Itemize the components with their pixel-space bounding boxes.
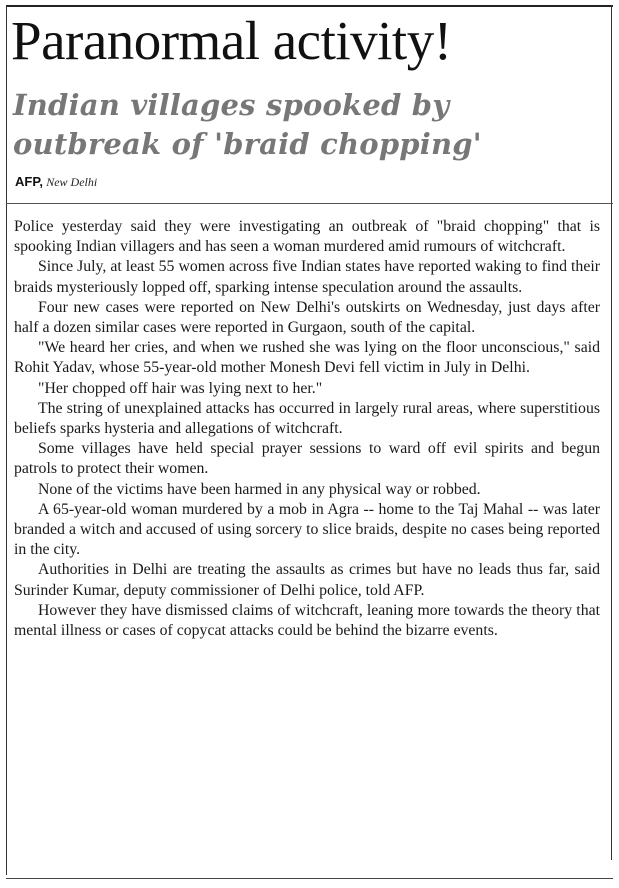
frame-top-border [6, 5, 613, 7]
article-paragraph: Police yesterday said they were investigating an outbreak of "braid chopping" that is spooking Indian villagers and has seen a woman murdered amid rumours of witchcraft. [14, 218, 600, 256]
byline-location: New Delhi [46, 175, 98, 189]
frame-left-border [6, 5, 7, 875]
byline [15, 174, 97, 190]
article-paragraph: Four new cases were reported on New Delhi's outskirts on Wednesday, just days after half a dozen similar cases were reported in Gurgaon, south of the capital. [14, 298, 600, 337]
article-paragraph: "We heard her cries, and when we rushed she was lying on the floor unconscious," said Rohit Yadav, whose 55-year-old mother Monesh Devi fell victim in July in Delhi. [14, 339, 600, 377]
article-paragraph: Authorities in Delhi are treating the assaults as crimes but have no leads thus far, said Surinder Kumar, deputy commissioner of Delhi police, told AFP. [14, 561, 600, 599]
byline-agency: AFP, [15, 174, 43, 189]
frame-bottom-border [6, 878, 613, 879]
section-divider [6, 203, 613, 204]
article-paragraph: However they have dismissed claims of witchcraft, leaning more towards the theory that mental illness or cases of copycat attacks could be behind the bizarre events. [14, 601, 600, 640]
article-paragraph: "Her chopped off hair was lying next to her." [38, 379, 323, 397]
article-paragraph: Some villages have held special prayer sessions to ward off evil spirits and begun patrols to protect their women. [14, 440, 600, 478]
article-paragraph: A 65-year-old woman murdered by a mob in Agra -- home to the Taj Mahal -- was later branded a witch and accused of using sorcery to slice braids, despite no cases being reported in the city. [14, 500, 600, 559]
headline: Paranormal activity! [11, 10, 452, 71]
article-paragraph: None of the victims have been harmed in any physical way or robbed. [38, 480, 481, 498]
frame-right-border [611, 5, 612, 860]
article-paragraph: Since July, at least 55 women across five Indian states have reported waking to find their braids mysteriously lopped off, sparking intense speculation around the assaults. [14, 258, 600, 296]
subheadline: Indian villages spooked by outbreak of 'braid chopping' [13, 88, 482, 161]
article-body [14, 217, 600, 641]
article-paragraph: The string of unexplained attacks has occurred in largely rural areas, where superstitious beliefs sparks hysteria and allegations of witchcraft. [14, 399, 600, 438]
